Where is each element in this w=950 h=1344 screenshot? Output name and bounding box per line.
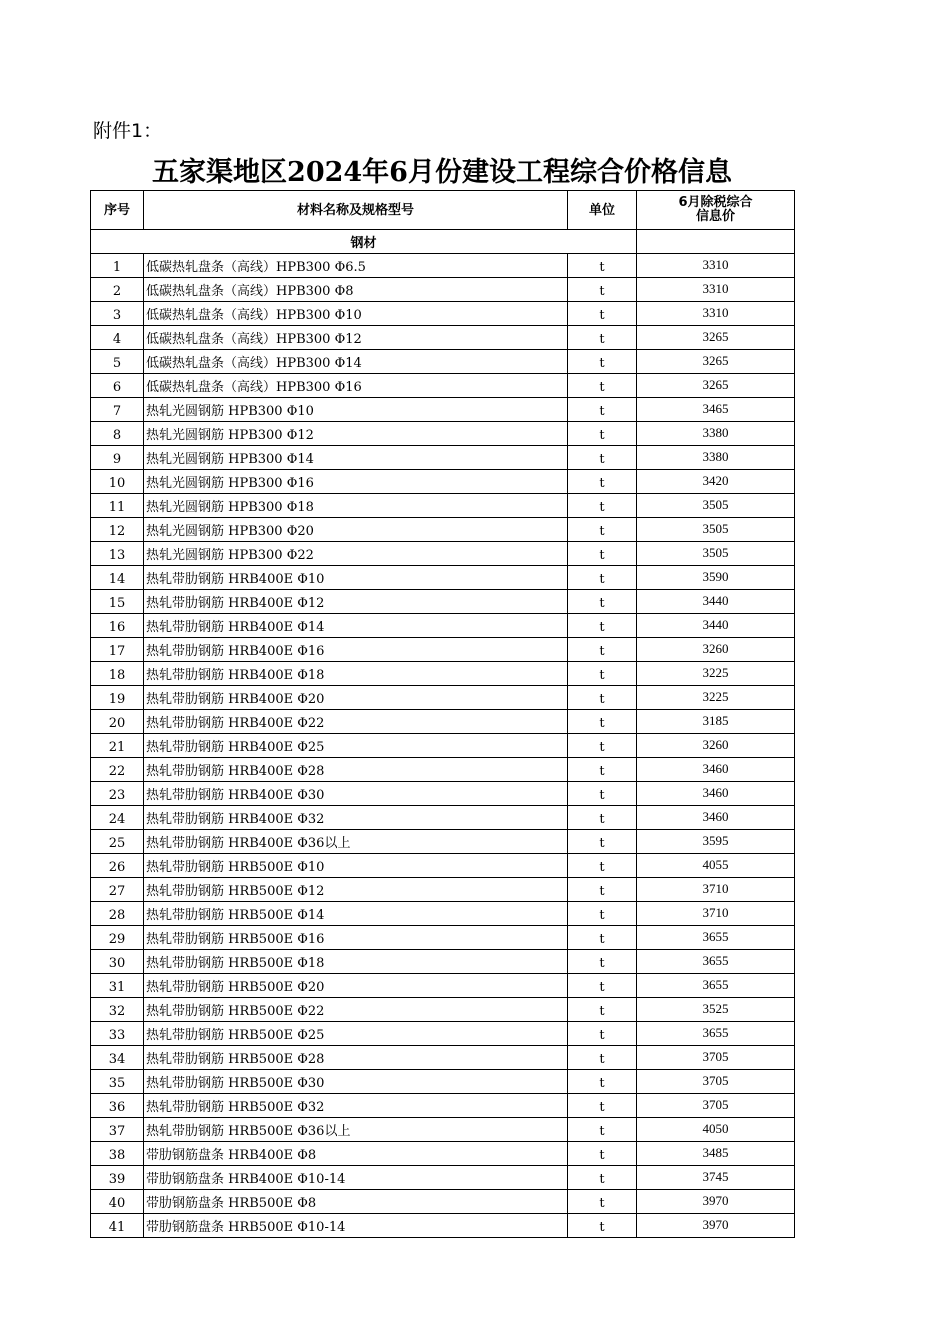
row-unit: t — [568, 254, 637, 278]
row-price: 3655 — [637, 926, 795, 950]
row-unit: t — [568, 422, 637, 446]
table-row — [91, 254, 795, 278]
table-row — [91, 926, 795, 950]
row-unit: t — [568, 1046, 637, 1070]
row-price: 3705 — [637, 1094, 795, 1118]
table-row — [91, 398, 795, 422]
table-row — [91, 470, 795, 494]
header-name: 材料名称及规格型号 — [144, 191, 568, 230]
row-unit: t — [568, 446, 637, 470]
row-number: 3 — [91, 302, 144, 326]
row-number: 38 — [91, 1142, 144, 1166]
header-price-line2: 信息价 — [695, 209, 735, 224]
table-row — [91, 614, 795, 638]
row-price: 3265 — [637, 374, 795, 398]
row-number: 23 — [91, 782, 144, 806]
table-row — [91, 302, 795, 326]
table-row — [91, 806, 795, 830]
header-price — [637, 191, 795, 230]
header-price-line1: 6月除税综合 — [678, 195, 753, 210]
row-price: 3460 — [637, 782, 795, 806]
table-row — [91, 1094, 795, 1118]
row-unit: t — [568, 518, 637, 542]
row-number: 13 — [91, 542, 144, 566]
row-material-name: 热轧光圆钢筋 HPB300 Φ18 — [144, 494, 568, 518]
row-price: 3505 — [637, 494, 795, 518]
row-material-name: 低碳热轧盘条（高线）HPB300 Φ6.5 — [144, 254, 568, 278]
row-unit: t — [568, 1118, 637, 1142]
table-row — [91, 950, 795, 974]
row-material-name: 热轧光圆钢筋 HPB300 Φ22 — [144, 542, 568, 566]
row-material-name: 热轧带肋钢筋 HRB400E Φ30 — [144, 782, 568, 806]
table-row — [91, 758, 795, 782]
row-number: 26 — [91, 854, 144, 878]
row-material-name: 低碳热轧盘条（高线）HPB300 Φ12 — [144, 326, 568, 350]
row-unit: t — [568, 302, 637, 326]
row-material-name: 低碳热轧盘条（高线）HPB300 Φ8 — [144, 278, 568, 302]
row-number: 17 — [91, 638, 144, 662]
row-unit: t — [568, 614, 637, 638]
row-unit: t — [568, 1094, 637, 1118]
table-row — [91, 998, 795, 1022]
row-price: 3265 — [637, 350, 795, 374]
row-price: 3590 — [637, 566, 795, 590]
row-material-name: 热轧带肋钢筋 HRB400E Φ14 — [144, 614, 568, 638]
row-price: 3260 — [637, 734, 795, 758]
table-row — [91, 1118, 795, 1142]
row-material-name: 热轧带肋钢筋 HRB400E Φ20 — [144, 686, 568, 710]
row-number: 41 — [91, 1214, 144, 1238]
row-unit: t — [568, 590, 637, 614]
row-price: 3505 — [637, 518, 795, 542]
header-unit: 单位 — [568, 191, 637, 230]
row-material-name: 热轧带肋钢筋 HRB500E Φ30 — [144, 1070, 568, 1094]
table-row — [91, 974, 795, 998]
row-unit: t — [568, 1214, 637, 1238]
table-row — [91, 1166, 795, 1190]
table-row — [91, 326, 795, 350]
row-material-name: 带肋钢筋盘条 HRB500E Φ8 — [144, 1190, 568, 1214]
row-number: 29 — [91, 926, 144, 950]
table-row — [91, 782, 795, 806]
table-row — [91, 278, 795, 302]
row-unit: t — [568, 662, 637, 686]
row-number: 32 — [91, 998, 144, 1022]
row-number: 19 — [91, 686, 144, 710]
row-price: 3485 — [637, 1142, 795, 1166]
row-material-name: 热轧带肋钢筋 HRB400E Φ12 — [144, 590, 568, 614]
row-price: 3265 — [637, 326, 795, 350]
row-unit: t — [568, 350, 637, 374]
row-material-name: 热轧带肋钢筋 HRB500E Φ28 — [144, 1046, 568, 1070]
row-unit: t — [568, 806, 637, 830]
row-material-name: 热轧带肋钢筋 HRB400E Φ36以上 — [144, 830, 568, 854]
row-price: 3310 — [637, 278, 795, 302]
table-row — [91, 734, 795, 758]
row-material-name: 热轧带肋钢筋 HRB500E Φ12 — [144, 878, 568, 902]
row-material-name: 热轧光圆钢筋 HPB300 Φ20 — [144, 518, 568, 542]
row-material-name: 热轧光圆钢筋 HPB300 Φ14 — [144, 446, 568, 470]
row-unit: t — [568, 950, 637, 974]
row-number: 5 — [91, 350, 144, 374]
row-unit: t — [568, 542, 637, 566]
row-number: 35 — [91, 1070, 144, 1094]
row-price: 3655 — [637, 1022, 795, 1046]
row-number: 27 — [91, 878, 144, 902]
row-unit: t — [568, 326, 637, 350]
table-row — [91, 494, 795, 518]
table-row — [91, 902, 795, 926]
table-row — [91, 710, 795, 734]
table-row — [91, 566, 795, 590]
row-material-name: 热轧带肋钢筋 HRB500E Φ22 — [144, 998, 568, 1022]
row-unit: t — [568, 686, 637, 710]
table-row — [91, 518, 795, 542]
row-unit: t — [568, 1142, 637, 1166]
row-material-name: 热轧带肋钢筋 HRB400E Φ16 — [144, 638, 568, 662]
category-price-cell — [637, 230, 795, 254]
row-price: 3310 — [637, 302, 795, 326]
table-row — [91, 878, 795, 902]
row-material-name: 热轧带肋钢筋 HRB400E Φ28 — [144, 758, 568, 782]
row-material-name: 热轧带肋钢筋 HRB500E Φ25 — [144, 1022, 568, 1046]
row-material-name: 带肋钢筋盘条 HRB400E Φ10-14 — [144, 1166, 568, 1190]
row-number: 18 — [91, 662, 144, 686]
row-number: 2 — [91, 278, 144, 302]
row-material-name: 热轧带肋钢筋 HRB400E Φ10 — [144, 566, 568, 590]
table-row — [91, 542, 795, 566]
row-price: 3440 — [637, 614, 795, 638]
row-price: 3525 — [637, 998, 795, 1022]
row-number: 21 — [91, 734, 144, 758]
row-material-name: 低碳热轧盘条（高线）HPB300 Φ10 — [144, 302, 568, 326]
row-material-name: 热轧带肋钢筋 HRB500E Φ16 — [144, 926, 568, 950]
attachment-label: 附件1： — [93, 120, 163, 142]
row-unit: t — [568, 758, 637, 782]
row-price: 3970 — [637, 1190, 795, 1214]
row-unit: t — [568, 374, 637, 398]
row-unit: t — [568, 926, 637, 950]
row-number: 30 — [91, 950, 144, 974]
row-price: 3655 — [637, 950, 795, 974]
row-number: 40 — [91, 1190, 144, 1214]
table-row — [91, 590, 795, 614]
row-unit: t — [568, 566, 637, 590]
row-unit: t — [568, 1166, 637, 1190]
row-material-name: 热轧带肋钢筋 HRB500E Φ10 — [144, 854, 568, 878]
row-number: 24 — [91, 806, 144, 830]
row-price: 3745 — [637, 1166, 795, 1190]
row-price: 3420 — [637, 470, 795, 494]
row-material-name: 热轧带肋钢筋 HRB500E Φ18 — [144, 950, 568, 974]
row-unit: t — [568, 710, 637, 734]
row-number: 33 — [91, 1022, 144, 1046]
row-unit: t — [568, 854, 637, 878]
row-number: 28 — [91, 902, 144, 926]
row-unit: t — [568, 1190, 637, 1214]
table-row — [91, 1142, 795, 1166]
row-number: 15 — [91, 590, 144, 614]
row-material-name: 热轧带肋钢筋 HRB500E Φ20 — [144, 974, 568, 998]
row-price: 3970 — [637, 1214, 795, 1238]
row-price: 3260 — [637, 638, 795, 662]
table-row — [91, 830, 795, 854]
row-number: 31 — [91, 974, 144, 998]
row-material-name: 带肋钢筋盘条 HRB400E Φ8 — [144, 1142, 568, 1166]
table-row — [91, 662, 795, 686]
row-price: 3655 — [637, 974, 795, 998]
row-material-name: 热轧带肋钢筋 HRB400E Φ32 — [144, 806, 568, 830]
price-table — [90, 190, 795, 1238]
table-row — [91, 1070, 795, 1094]
row-number: 1 — [91, 254, 144, 278]
header-no: 序号 — [91, 191, 144, 230]
row-unit: t — [568, 1022, 637, 1046]
row-material-name: 热轧光圆钢筋 HPB300 Φ16 — [144, 470, 568, 494]
row-price: 3710 — [637, 878, 795, 902]
row-unit: t — [568, 830, 637, 854]
row-material-name: 热轧光圆钢筋 HPB300 Φ12 — [144, 422, 568, 446]
row-price: 3705 — [637, 1046, 795, 1070]
row-unit: t — [568, 470, 637, 494]
row-price: 3225 — [637, 662, 795, 686]
row-unit: t — [568, 398, 637, 422]
row-unit: t — [568, 494, 637, 518]
row-price: 3380 — [637, 446, 795, 470]
row-unit: t — [568, 998, 637, 1022]
row-unit: t — [568, 638, 637, 662]
row-number: 10 — [91, 470, 144, 494]
table-row — [91, 1190, 795, 1214]
row-unit: t — [568, 782, 637, 806]
row-material-name: 热轧带肋钢筋 HRB500E Φ14 — [144, 902, 568, 926]
row-price: 3185 — [637, 710, 795, 734]
table-row — [91, 686, 795, 710]
row-price: 3705 — [637, 1070, 795, 1094]
row-price: 3440 — [637, 590, 795, 614]
row-unit: t — [568, 278, 637, 302]
row-number: 22 — [91, 758, 144, 782]
table-row — [91, 446, 795, 470]
row-material-name: 低碳热轧盘条（高线）HPB300 Φ16 — [144, 374, 568, 398]
row-number: 16 — [91, 614, 144, 638]
row-price: 3460 — [637, 806, 795, 830]
row-unit: t — [568, 974, 637, 998]
row-number: 39 — [91, 1166, 144, 1190]
row-price: 3380 — [637, 422, 795, 446]
row-price: 3225 — [637, 686, 795, 710]
row-material-name: 低碳热轧盘条（高线）HPB300 Φ14 — [144, 350, 568, 374]
row-material-name: 热轧带肋钢筋 HRB500E Φ36以上 — [144, 1118, 568, 1142]
row-number: 8 — [91, 422, 144, 446]
row-price: 3595 — [637, 830, 795, 854]
row-price: 3710 — [637, 902, 795, 926]
row-number: 34 — [91, 1046, 144, 1070]
row-number: 6 — [91, 374, 144, 398]
row-unit: t — [568, 902, 637, 926]
table-row — [91, 638, 795, 662]
row-price: 3310 — [637, 254, 795, 278]
table-row — [91, 1214, 795, 1238]
row-number: 14 — [91, 566, 144, 590]
row-number: 36 — [91, 1094, 144, 1118]
row-number: 9 — [91, 446, 144, 470]
row-unit: t — [568, 1070, 637, 1094]
row-price: 3505 — [637, 542, 795, 566]
row-price: 4055 — [637, 854, 795, 878]
row-unit: t — [568, 878, 637, 902]
table-row — [91, 422, 795, 446]
row-number: 7 — [91, 398, 144, 422]
row-price: 3460 — [637, 758, 795, 782]
category-row: 钢材 — [91, 230, 637, 254]
table-row — [91, 854, 795, 878]
row-number: 25 — [91, 830, 144, 854]
row-number: 12 — [91, 518, 144, 542]
row-material-name: 热轧带肋钢筋 HRB400E Φ18 — [144, 662, 568, 686]
row-number: 4 — [91, 326, 144, 350]
row-unit: t — [568, 734, 637, 758]
row-price: 3465 — [637, 398, 795, 422]
table-row — [91, 1022, 795, 1046]
table-row — [91, 374, 795, 398]
row-material-name: 热轧带肋钢筋 HRB400E Φ22 — [144, 710, 568, 734]
row-material-name: 带肋钢筋盘条 HRB500E Φ10-14 — [144, 1214, 568, 1238]
row-material-name: 热轧带肋钢筋 HRB400E Φ25 — [144, 734, 568, 758]
row-material-name: 热轧带肋钢筋 HRB500E Φ32 — [144, 1094, 568, 1118]
row-number: 11 — [91, 494, 144, 518]
row-price: 4050 — [637, 1118, 795, 1142]
row-material-name: 热轧光圆钢筋 HPB300 Φ10 — [144, 398, 568, 422]
table-row — [91, 1046, 795, 1070]
row-number: 20 — [91, 710, 144, 734]
table-row — [91, 350, 795, 374]
row-number: 37 — [91, 1118, 144, 1142]
page-title: 五家渠地区2024年6月份建设工程综合价格信息 — [152, 157, 732, 188]
